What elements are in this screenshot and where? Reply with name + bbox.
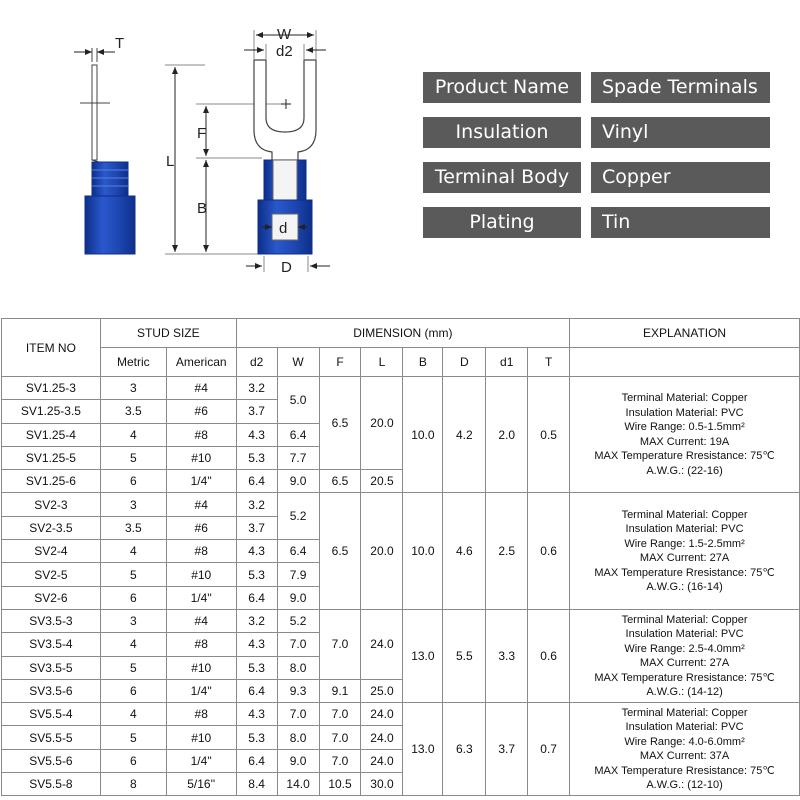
cell-w: 9.0 bbox=[277, 470, 319, 493]
explanation-line: Insulation Material: PVC bbox=[625, 628, 744, 641]
cell-l: 24.0 bbox=[361, 726, 403, 749]
cell-explanation bbox=[570, 493, 800, 609]
header-dd: D bbox=[443, 348, 486, 377]
cell-w: 5.0 bbox=[277, 377, 319, 424]
spec-value-insulation: Vinyl bbox=[591, 117, 770, 148]
cell-american: #10 bbox=[166, 446, 236, 469]
explanation-line: Terminal Material: Copper bbox=[621, 508, 748, 521]
cell-item: SV5.5-5 bbox=[2, 726, 101, 749]
cell-t: 0.5 bbox=[528, 377, 570, 493]
cell-american: #8 bbox=[166, 703, 236, 726]
spec-value-product-name: Spade Terminals bbox=[591, 72, 770, 103]
cell-l: 30.0 bbox=[361, 773, 403, 796]
front-barrel bbox=[258, 160, 312, 254]
cell-l: 20.5 bbox=[361, 470, 403, 493]
dim-label-l: L bbox=[166, 153, 175, 170]
cell-item: SV3.5-5 bbox=[2, 656, 101, 679]
cell-metric: 5 bbox=[100, 446, 166, 469]
cell-american: #10 bbox=[166, 656, 236, 679]
cell-item: SV2-3.5 bbox=[2, 516, 101, 539]
cell-metric: 4 bbox=[100, 540, 166, 563]
cell-metric: 3 bbox=[100, 609, 166, 632]
cell-american: #8 bbox=[166, 633, 236, 656]
cell-item: SV5.5-6 bbox=[2, 749, 101, 772]
cell-w: 9.0 bbox=[277, 586, 319, 609]
spec-label-insulation: Insulation bbox=[423, 117, 581, 148]
cell-w: 7.7 bbox=[277, 446, 319, 469]
cell-w: 6.4 bbox=[277, 540, 319, 563]
header-w: W bbox=[277, 348, 319, 377]
explanation-line: Insulation Material: PVC bbox=[625, 523, 744, 536]
cell-w: 14.0 bbox=[277, 773, 319, 796]
cell-metric: 8 bbox=[100, 773, 166, 796]
cell-item: SV5.5-4 bbox=[2, 703, 101, 726]
cell-metric: 4 bbox=[100, 633, 166, 656]
header-metric: Metric bbox=[100, 348, 166, 377]
explanation-line: MAX Current: 19A bbox=[639, 435, 730, 448]
header-american: American bbox=[166, 348, 236, 377]
cell-d2: 6.4 bbox=[236, 679, 277, 702]
explanation-line: Terminal Material: Copper bbox=[621, 392, 748, 405]
cell-f: 7.0 bbox=[319, 609, 361, 679]
cell-l: 24.0 bbox=[361, 749, 403, 772]
cell-d2: 4.3 bbox=[236, 540, 277, 563]
cell-w: 7.0 bbox=[277, 633, 319, 656]
header-b: B bbox=[403, 348, 443, 377]
cell-item: SV3.5-6 bbox=[2, 679, 101, 702]
cell-item: SV1.25-4 bbox=[2, 423, 101, 446]
cell-item: SV1.25-5 bbox=[2, 446, 101, 469]
header-d1: d1 bbox=[486, 348, 528, 377]
cell-d2: 3.2 bbox=[236, 493, 277, 516]
table-row bbox=[2, 609, 800, 632]
dimension-table bbox=[1, 318, 800, 796]
cell-item: SV1.25-3 bbox=[2, 377, 101, 400]
cell-dd: 4.6 bbox=[443, 493, 486, 609]
cell-explanation bbox=[570, 703, 800, 796]
cell-metric: 6 bbox=[100, 470, 166, 493]
cell-d2: 5.3 bbox=[236, 726, 277, 749]
cell-d2: 6.4 bbox=[236, 749, 277, 772]
header-t: T bbox=[528, 348, 570, 377]
cell-dd: 6.3 bbox=[443, 703, 486, 796]
cell-w: 9.3 bbox=[277, 679, 319, 702]
cell-american: #6 bbox=[166, 400, 236, 423]
explanation-line: A.W.G.: (16-14) bbox=[646, 581, 723, 594]
cell-d1: 2.5 bbox=[486, 493, 528, 609]
cell-item: SV5.5-8 bbox=[2, 773, 101, 796]
cell-d2: 3.2 bbox=[236, 609, 277, 632]
cell-f: 9.1 bbox=[319, 679, 361, 702]
side-view bbox=[74, 48, 135, 254]
cell-metric: 3 bbox=[100, 493, 166, 516]
cell-b: 10.0 bbox=[403, 377, 443, 493]
cell-d2: 5.3 bbox=[236, 446, 277, 469]
cell-d1: 3.7 bbox=[486, 703, 528, 796]
cell-metric: 6 bbox=[100, 749, 166, 772]
header-d2: d2 bbox=[236, 348, 277, 377]
explanation-line: Terminal Material: Copper bbox=[621, 706, 748, 719]
spec-label-plating: Plating bbox=[423, 207, 581, 238]
cell-d2: 4.3 bbox=[236, 423, 277, 446]
cell-f: 6.5 bbox=[319, 377, 361, 470]
header-l: L bbox=[361, 348, 403, 377]
header-stud-size: STUD SIZE bbox=[100, 319, 236, 348]
cell-american: 5/16'' bbox=[166, 773, 236, 796]
spec-value-terminal-body: Copper bbox=[591, 162, 770, 193]
cell-l: 24.0 bbox=[361, 703, 403, 726]
cell-metric: 3 bbox=[100, 377, 166, 400]
cell-d2: 6.4 bbox=[236, 470, 277, 493]
cell-metric: 5 bbox=[100, 563, 166, 586]
cell-d1: 2.0 bbox=[486, 377, 528, 493]
cell-item: SV3.5-3 bbox=[2, 609, 101, 632]
cell-american: #10 bbox=[166, 563, 236, 586]
cell-american: #8 bbox=[166, 423, 236, 446]
explanation-line: MAX Temperature Rresistance: 75℃ bbox=[594, 450, 775, 463]
dim-label-f: F bbox=[197, 125, 207, 142]
explanation-line: MAX Current: 27A bbox=[639, 657, 730, 670]
header-f: F bbox=[319, 348, 361, 377]
cell-american: 1/4'' bbox=[166, 586, 236, 609]
cell-american: 1/4'' bbox=[166, 749, 236, 772]
cell-w: 7.0 bbox=[277, 703, 319, 726]
header-explanation: EXPLANATION bbox=[570, 319, 800, 348]
cell-f: 6.5 bbox=[319, 493, 361, 609]
cell-metric: 4 bbox=[100, 423, 166, 446]
cell-b: 13.0 bbox=[403, 609, 443, 702]
cell-l: 25.0 bbox=[361, 679, 403, 702]
cell-american: #4 bbox=[166, 493, 236, 516]
header-item-no: ITEM NO bbox=[2, 319, 101, 377]
cell-american: #10 bbox=[166, 726, 236, 749]
cell-b: 13.0 bbox=[403, 703, 443, 796]
dim-label-d: d bbox=[279, 220, 288, 237]
cell-w: 5.2 bbox=[277, 609, 319, 632]
spec-value-plating: Tin bbox=[591, 207, 770, 238]
cell-american: #6 bbox=[166, 516, 236, 539]
cell-item: SV2-4 bbox=[2, 540, 101, 563]
cell-metric: 5 bbox=[100, 726, 166, 749]
explanation-line: MAX Temperature Rresistance: 75℃ bbox=[594, 671, 775, 684]
cell-metric: 6 bbox=[100, 586, 166, 609]
dim-label-t: T bbox=[115, 35, 125, 52]
cell-d2: 5.3 bbox=[236, 656, 277, 679]
cell-d2: 4.3 bbox=[236, 703, 277, 726]
cell-item: SV1.25-3.5 bbox=[2, 400, 101, 423]
cell-item: SV2-6 bbox=[2, 586, 101, 609]
explanation-line: MAX Current: 27A bbox=[639, 552, 730, 565]
explanation-line: MAX Temperature Rresistance: 75℃ bbox=[594, 764, 775, 777]
table-row bbox=[2, 703, 800, 726]
spec-label-product-name: Product Name bbox=[423, 72, 581, 103]
cell-l: 20.0 bbox=[361, 493, 403, 609]
cell-l: 20.0 bbox=[361, 377, 403, 470]
cell-w: 7.9 bbox=[277, 563, 319, 586]
cell-d2: 8.4 bbox=[236, 773, 277, 796]
table-row bbox=[2, 493, 800, 516]
explanation-line: MAX Temperature Rresistance: 75℃ bbox=[594, 566, 775, 579]
cell-metric: 6 bbox=[100, 679, 166, 702]
cell-metric: 3.5 bbox=[100, 400, 166, 423]
cell-w: 5.2 bbox=[277, 493, 319, 540]
cell-d2: 3.2 bbox=[236, 377, 277, 400]
cell-item: SV3.5-4 bbox=[2, 633, 101, 656]
cell-t: 0.7 bbox=[528, 703, 570, 796]
explanation-line: A.W.G.: (14-12) bbox=[646, 686, 723, 699]
explanation-line: Wire Range: 2.5-4.0mm² bbox=[624, 642, 745, 655]
cell-dd: 4.2 bbox=[443, 377, 486, 493]
cell-t: 0.6 bbox=[528, 493, 570, 609]
explanation-line: Insulation Material: PVC bbox=[625, 406, 744, 419]
cell-t: 0.6 bbox=[528, 609, 570, 702]
cell-w: 8.0 bbox=[277, 726, 319, 749]
cell-w: 9.0 bbox=[277, 749, 319, 772]
cell-d2: 6.4 bbox=[236, 586, 277, 609]
cell-american: #4 bbox=[166, 609, 236, 632]
cell-item: SV2-3 bbox=[2, 493, 101, 516]
explanation-line: MAX Current: 37A bbox=[639, 750, 730, 763]
cell-f: 7.0 bbox=[319, 749, 361, 772]
cell-d2: 5.3 bbox=[236, 563, 277, 586]
cell-b: 10.0 bbox=[403, 493, 443, 609]
center-mark bbox=[281, 99, 291, 109]
explanation-line: Wire Range: 4.0-6.0mm² bbox=[624, 735, 745, 748]
explanation-line: Terminal Material: Copper bbox=[621, 613, 748, 626]
spec-label-terminal-body: Terminal Body bbox=[423, 162, 581, 193]
explanation-line: Wire Range: 0.5-1.5mm² bbox=[624, 421, 745, 434]
cell-d2: 3.7 bbox=[236, 516, 277, 539]
front-view bbox=[254, 60, 316, 160]
cell-american: #8 bbox=[166, 540, 236, 563]
cell-american: 1/4'' bbox=[166, 679, 236, 702]
explanation-line: Wire Range: 1.5-2.5mm² bbox=[624, 537, 745, 550]
cell-w: 8.0 bbox=[277, 656, 319, 679]
explanation-line: Insulation Material: PVC bbox=[625, 721, 744, 734]
cell-l: 24.0 bbox=[361, 609, 403, 679]
cell-item: SV2-5 bbox=[2, 563, 101, 586]
cell-d1: 3.3 bbox=[486, 609, 528, 702]
cell-explanation bbox=[570, 377, 800, 493]
cell-explanation bbox=[570, 609, 800, 702]
cell-f: 10.5 bbox=[319, 773, 361, 796]
cell-f: 7.0 bbox=[319, 703, 361, 726]
dim-label-dd: D bbox=[281, 259, 292, 276]
dim-l bbox=[165, 65, 262, 254]
cell-d2: 3.7 bbox=[236, 400, 277, 423]
explanation-line: A.W.G.: (22-16) bbox=[646, 464, 723, 477]
cell-metric: 5 bbox=[100, 656, 166, 679]
table-row bbox=[2, 377, 800, 400]
explanation-line: A.W.G.: (12-10) bbox=[646, 779, 723, 792]
cell-dd: 5.5 bbox=[443, 609, 486, 702]
cell-metric: 3.5 bbox=[100, 516, 166, 539]
cell-f: 7.0 bbox=[319, 726, 361, 749]
cell-w: 6.4 bbox=[277, 423, 319, 446]
dim-label-d2: d2 bbox=[276, 43, 293, 60]
dim-label-b: B bbox=[197, 200, 208, 217]
cell-d2: 4.3 bbox=[236, 633, 277, 656]
cell-f: 6.5 bbox=[319, 470, 361, 493]
cell-item: SV1.25-6 bbox=[2, 470, 101, 493]
spade-terminal-drawing bbox=[0, 0, 420, 300]
cell-american: #4 bbox=[166, 377, 236, 400]
header-explanation-blank bbox=[570, 348, 800, 377]
header-dimension: DIMENSION (mm) bbox=[236, 319, 569, 348]
dim-label-w: W bbox=[277, 26, 292, 43]
cell-metric: 4 bbox=[100, 703, 166, 726]
cell-american: 1/4'' bbox=[166, 470, 236, 493]
